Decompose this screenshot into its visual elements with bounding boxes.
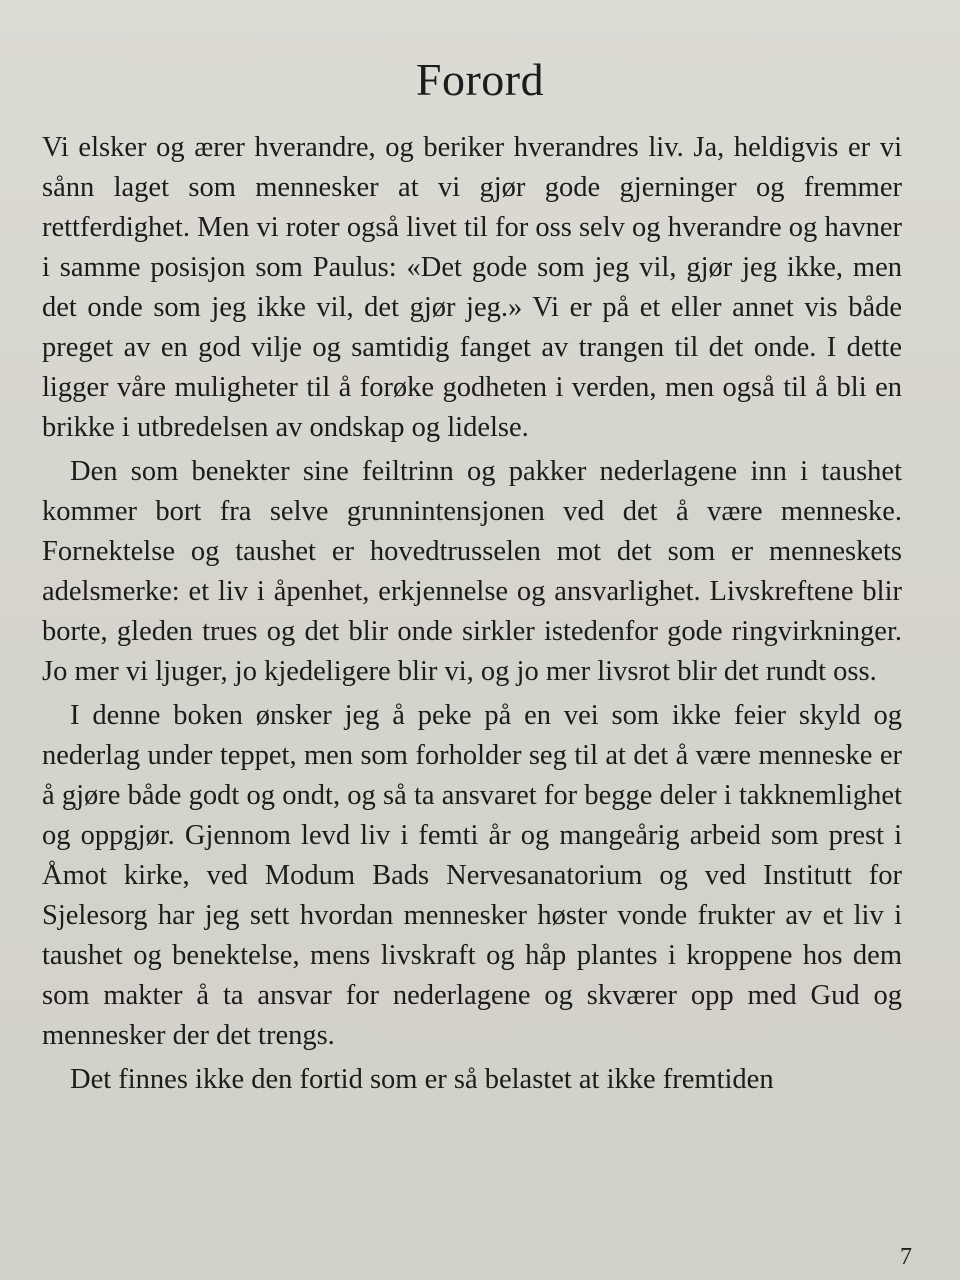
chapter-title: Forord [415,53,545,105]
paragraph-2: Den som benekter sine feiltrinn og pakker nederlagene inn i taushet kommer bort fra selve grunnintensjonen ved det å være menneske. Fornektelse og taushet er hovedtrusselen mot det som er menneskets adelsmerke: et liv i åpenhet, erkjennelse og ansvarlighet. Livskreftene blir borte, gleden trues og det blir onde sirkler istedenfor gode ringvirkninger. Jo mer vi ljuger, jo kjedeligere blir vi, og jo mer livsrot blir det rundt oss. [42,456,902,687]
paragraph-4: Det finnes ikke den fortid som er så belastet at ikke fremtiden [70,1064,774,1095]
paragraph-3: I denne boken ønsker jeg å peke på en vei som ikke feier skyld og nederlag under teppet, men som forholder seg til at det å være menneske er å gjøre både godt og ondt, og så ta ansvaret for begge deler i takknemlighet og oppgjør. Gjennom levd liv i femti år og mangeårig arbeid som prest i Åmot kirke, ved Modum Bads Nervesanatorium og ved Institutt for Sjelesorg har jeg sett hvordan mennesker høster vonde frukter av et liv i taushet og benektelse, mens livskraft og håp plantes i kroppene hos dem som makter å ta ansvar for nederlagene og skværer opp med Gud og mennesker der det trengs. [42,700,902,1051]
paragraph-1: Vi elsker og ærer hverandre, og beriker hverandres liv. Ja, heldigvis er vi sånn laget som mennesker at vi gjør gode gjerninger og fremmer rettferdighet. Men vi roter også livet til for oss selv og hverandre og havner i samme posisjon som Paulus: «Det gode som jeg vil, gjør jeg ikke, men det onde som jeg ikke vil, det gjør jeg.» Vi er på et eller annet vis både preget av en god vilje og samtidig fanget av trangen til det onde. I dette ligger våre muligheter til å forøke godheten i verden, men også til å bli en brikke i utbredelsen av ondskap og lidelse. [42,132,902,443]
body-text [42,128,902,1100]
page-number: 7 [900,1244,912,1270]
